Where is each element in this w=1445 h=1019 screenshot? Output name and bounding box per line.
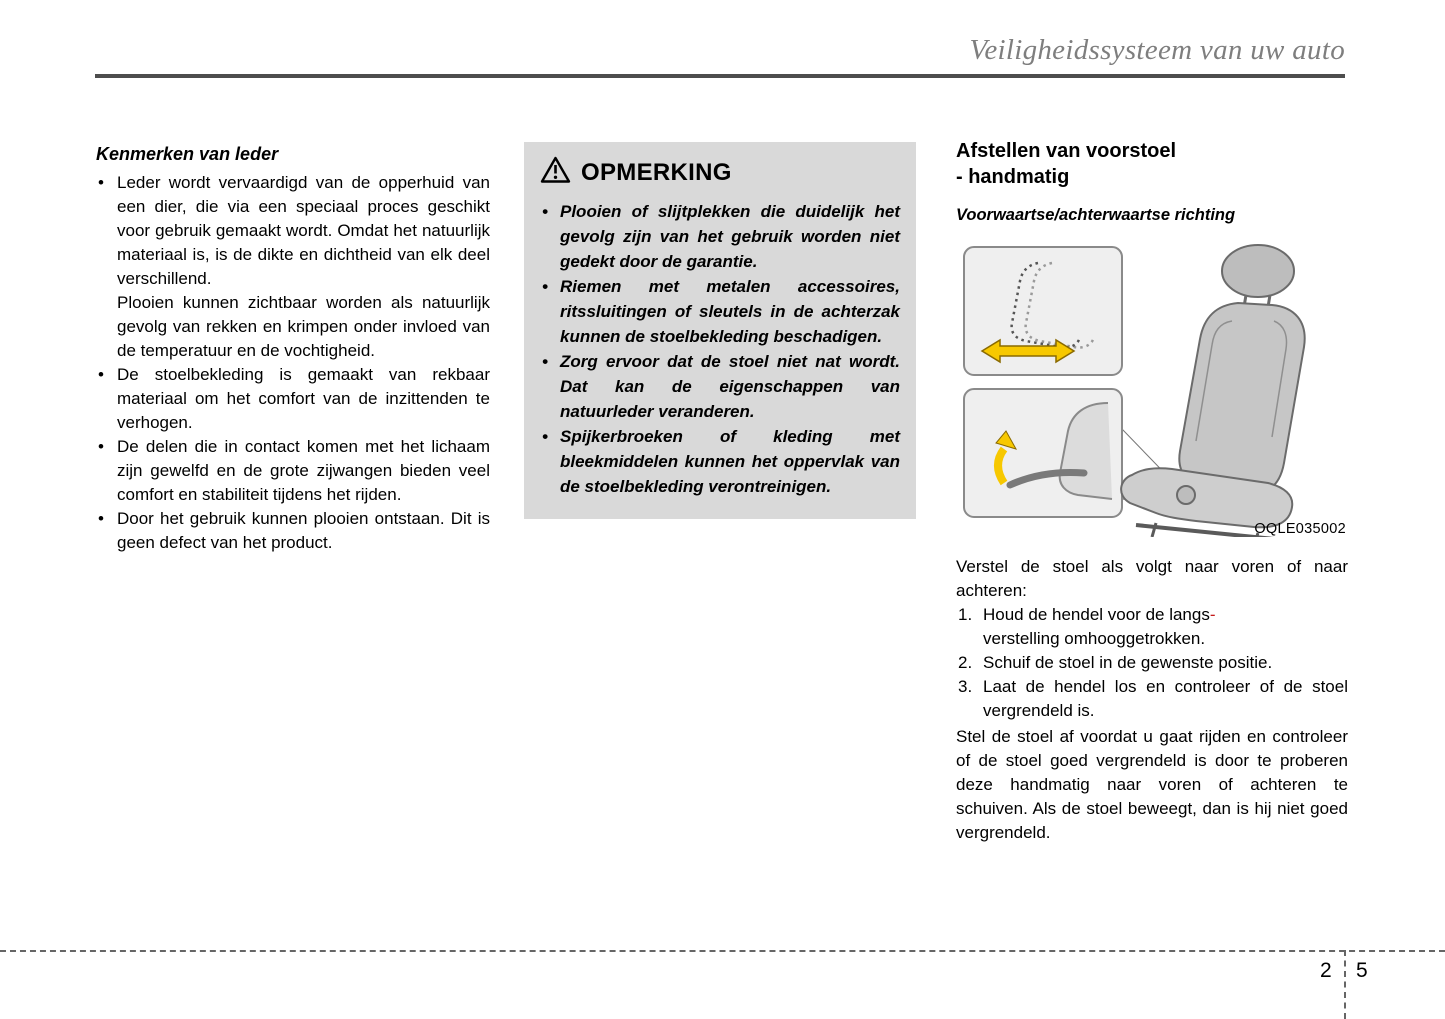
step-number: 2. [958, 653, 973, 672]
outro-paragraph: Stel de stoel af voordat u gaat rijden en controleer of de stoel goed vergrendeld is door te proberen deze handmatig naar voren of achteren te schuiven. Als de stoel beweegt, dan is hij niet goed vergrendeld. [956, 727, 1348, 842]
right-column [956, 138, 1348, 845]
step-text-part: verstelling omhooggetrokken. [983, 629, 1206, 648]
seat-illustration [956, 237, 1348, 537]
heading-line-1: Afstellen van voorstoel [956, 140, 1177, 162]
intro-paragraph: Verstel de stoel als volgt naar voren of naar achteren: [956, 557, 1348, 600]
step-text: Laat de hendel los en controleer of de stoel vergrendeld is. [983, 677, 1348, 720]
step-number: 1. [958, 605, 973, 624]
list-item-continuation: Plooien kunnen zichtbaar worden als natuurlijk gevolg van rekken en krimpen onder invloed van de temperatuur en de vochtigheid. [117, 293, 490, 360]
notice-item: • Spijkerbroeken of kleding met bleekmiddelen kunnen het oppervlak van de stoelbekleding verontreinigen. [540, 424, 900, 499]
page-number-chapter: 2 [1320, 959, 1332, 982]
step-item [956, 675, 1348, 723]
running-header: Veiligheidssysteem van uw auto [969, 34, 1345, 66]
step-number: 3. [958, 677, 973, 696]
notice-box [524, 142, 916, 519]
warning-icon [540, 156, 571, 189]
left-column [96, 142, 490, 555]
step-item [956, 651, 1348, 675]
figure-caption: OQLE035002 [1254, 521, 1346, 537]
list-item: • Leder wordt vervaardigd van de opperhuid van een dier, die via een speciaal proces geschikt voor gebruik gemaakt wordt. Omdat het natuurlijk materiaal is, is de dikte en dichtheid van elk deel verschillend. [96, 171, 490, 291]
notice-title: OPMERKING [581, 158, 732, 186]
notice-item: • Riemen met metalen accessoires, ritssluitingen of sleutels in de achterzak kunnen de stoelbekleding beschadigen. [540, 274, 900, 349]
step-text: Schuif de stoel in de gewenste positie. [983, 653, 1273, 672]
subheading-direction: Voorwaartse/achterwaartse richting [956, 206, 1236, 224]
page-number-page: 5 [1356, 959, 1368, 982]
footer-dashed-rule [0, 950, 1445, 952]
list-item: • De stoelbekleding is gemaakt van rekbaar materiaal om het comfort van de inzittenden te verhogen. [96, 363, 490, 435]
notice-item: • Plooien of slijtplekken die duidelijk het gevolg zijn van het gebruik worden niet gedekt door de garantie. [540, 199, 900, 274]
notice-item: • Zorg ervoor dat de stoel niet nat wordt. Dat kan de eigenschappen van natuurleder veranderen. [540, 349, 900, 424]
section-heading-seat-adjust [956, 138, 1348, 190]
list-item: • Door het gebruik kunnen plooien ontstaan. Dit is geen defect van het product. [96, 507, 490, 555]
seat-figure [956, 237, 1348, 545]
step-text-part: Houd de hendel voor de langs [983, 605, 1210, 624]
heading-line-2: - handmatig [956, 166, 1070, 188]
footer-vertical-rule [1344, 950, 1346, 1019]
section-heading-leather: Kenmerken van leder [96, 144, 279, 164]
step-item [956, 603, 1348, 651]
hyphen-red: - [1209, 605, 1216, 624]
notice-title-row [540, 156, 900, 189]
list-item: • De delen die in contact komen met het lichaam zijn gewelfd en de grote zijwangen bieden veel comfort en stabiliteit tijdens het rijden. [96, 435, 490, 507]
header-rule [95, 74, 1345, 78]
